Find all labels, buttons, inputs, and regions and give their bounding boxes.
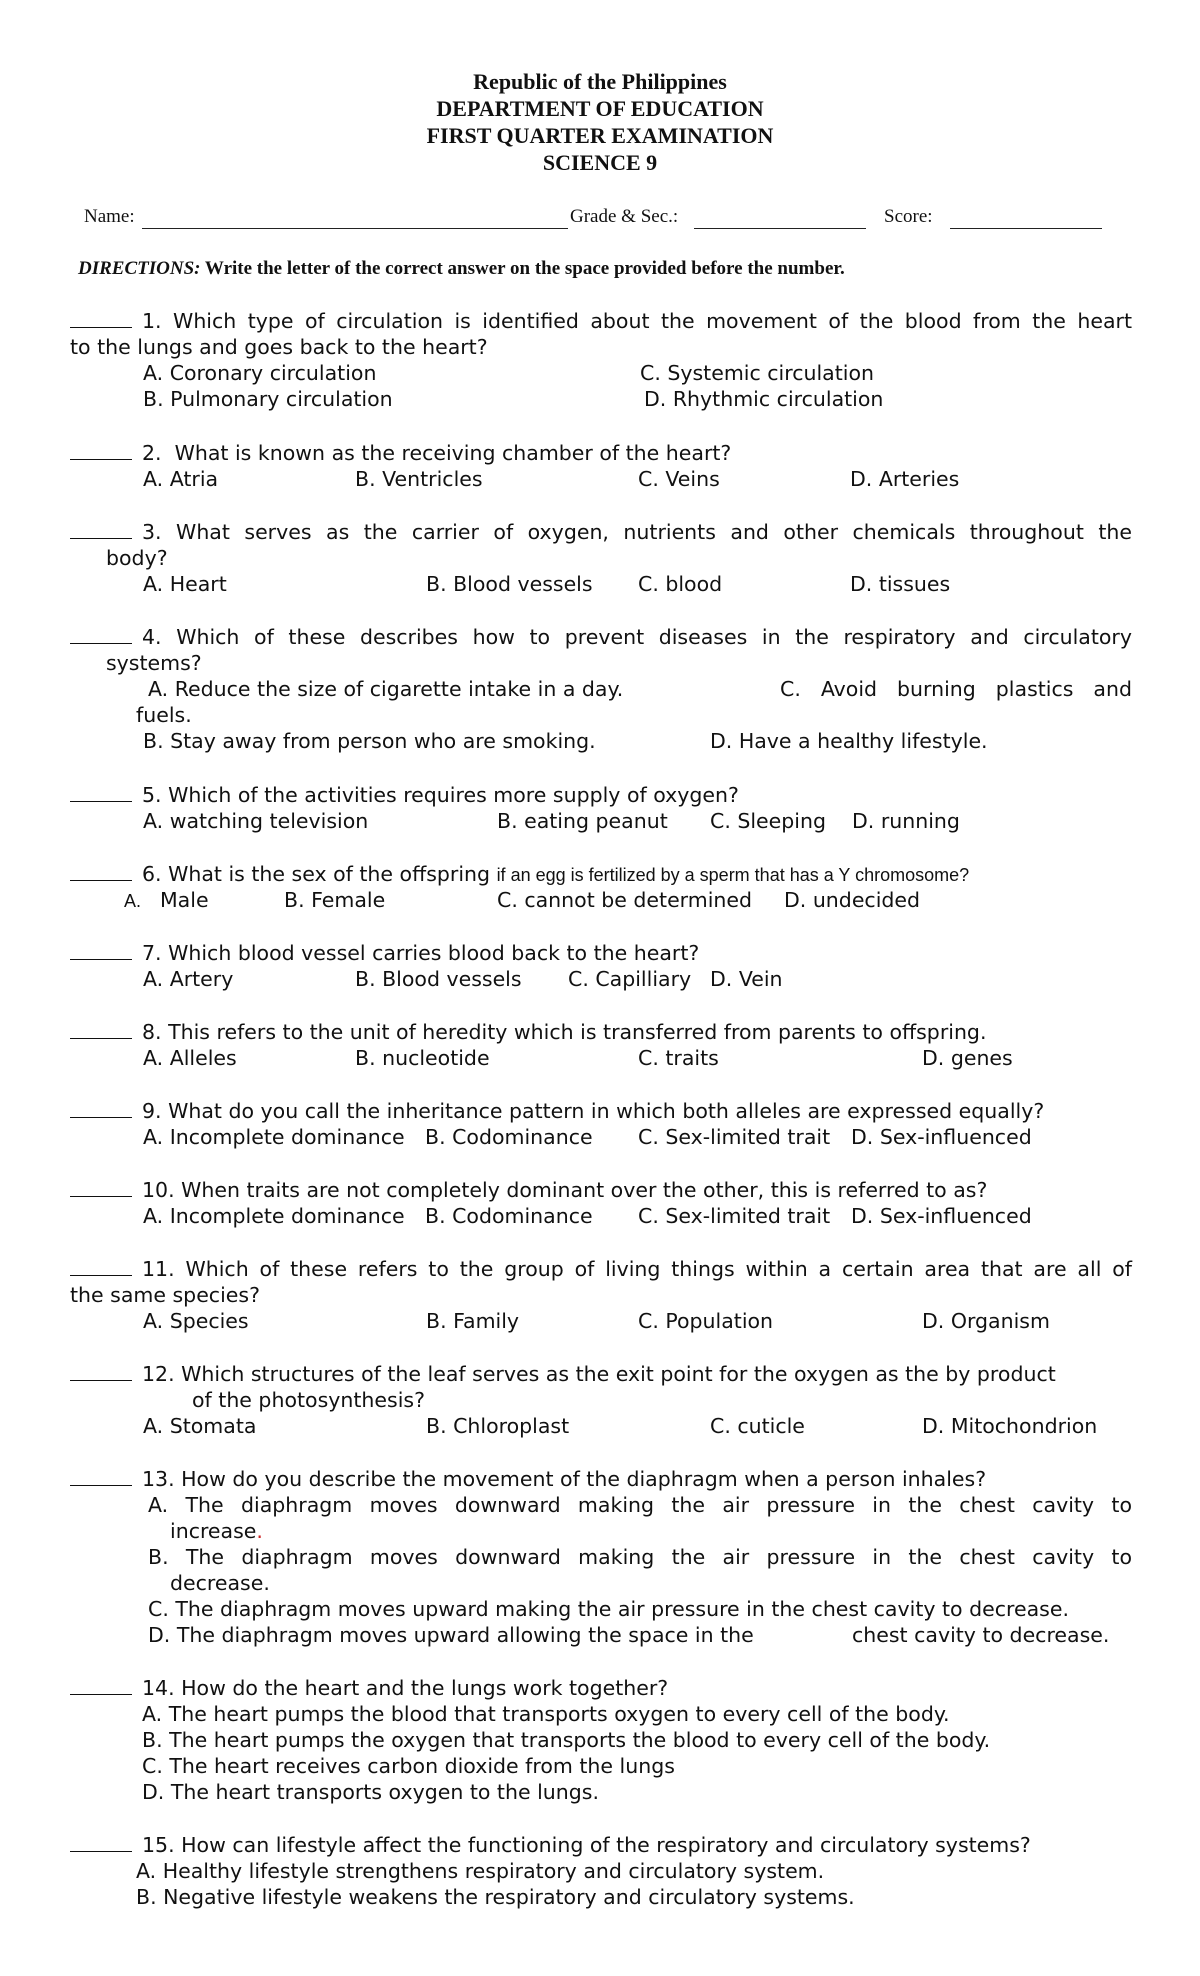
choice-a: A. Stomata — [143, 1414, 257, 1438]
question-text: Which blood vessel carries blood back to the heart? — [168, 941, 700, 965]
header-department: DEPARTMENT OF EDUCATION — [436, 96, 764, 121]
question-number: 15. — [142, 1833, 175, 1857]
question-number: 10. — [142, 1178, 175, 1202]
choice-b: B. Codominance — [425, 1125, 593, 1149]
choice-c: C. Avoid burning plastics and — [780, 677, 1132, 701]
choice-a: A. Artery — [143, 967, 234, 991]
choice-c: C. The heart receives carbon dioxide from the lungs — [142, 1754, 675, 1778]
choice-b: B. Female — [284, 888, 386, 912]
choice-d: D. running — [852, 809, 960, 833]
choice-c: C. Veins — [638, 467, 720, 491]
header-exam-title: FIRST QUARTER EXAMINATION — [426, 123, 774, 148]
choice-d: D. The heart transports oxygen to the lungs. — [142, 1780, 599, 1804]
choice-b: B. Blood vessels — [426, 572, 593, 596]
question-number: 1. — [142, 309, 162, 333]
header-republic: Republic of the Philippines — [473, 69, 727, 94]
answer-blank[interactable] — [70, 1099, 132, 1118]
choice-b: B. Pulmonary circulation — [143, 387, 393, 411]
choice-b: B. Chloroplast — [426, 1414, 570, 1438]
answer-blank[interactable] — [70, 625, 132, 644]
choice-a: A. Species — [143, 1309, 249, 1333]
answer-blank[interactable] — [70, 783, 132, 802]
question-text: How do the heart and the lungs work together? — [181, 1676, 669, 1700]
answer-blank[interactable] — [70, 1020, 132, 1039]
question-text: How do you describe the movement of the diaphragm when a person inhales? — [181, 1467, 987, 1491]
choice-c: C. Sleeping — [710, 809, 826, 833]
choice-a: A. Alleles — [143, 1046, 237, 1070]
question-text: What serves as the carrier of oxygen, nutrients and other chemicals throughout the — [176, 520, 1132, 544]
choice-a-letter: A. — [124, 891, 142, 911]
choice-b: B. Stay away from person who are smoking. — [143, 729, 596, 753]
choice-d-cont: chest cavity to decrease. — [852, 1623, 1110, 1647]
score-label: Score: — [884, 206, 933, 227]
answer-blank[interactable] — [70, 1676, 132, 1695]
choice-a: Male — [160, 888, 209, 912]
question-number: 14. — [142, 1676, 175, 1700]
choice-b: B. The diaphragm moves downward making the air pressure in the chest cavity to — [148, 1545, 1132, 1569]
choice-c: C. Systemic circulation — [640, 361, 875, 385]
choice-c: C. Population — [638, 1309, 774, 1333]
choice-d: D. Sex-influenced — [851, 1125, 1032, 1149]
choice-a: A. The heart pumps the blood that transports oxygen to every cell of the body. — [142, 1702, 950, 1726]
question-text: Which of the activities requires more supply of oxygen? — [168, 783, 739, 807]
choice-d: D. Arteries — [850, 467, 960, 491]
choice-c: C. blood — [638, 572, 723, 596]
question-text: Which type of circulation is identified about the movement of the blood from the heart — [173, 309, 1132, 333]
question-text: Which of these describes how to prevent diseases in the respiratory and circulatory — [176, 625, 1132, 649]
question-text-cont: to the lungs and goes back to the heart? — [70, 335, 488, 359]
directions — [78, 258, 1138, 280]
question-number: 6. — [142, 862, 162, 886]
name-field[interactable] — [142, 228, 568, 229]
choice-b-cont: decrease. — [170, 1571, 270, 1595]
choice-a: A. Atria — [143, 467, 219, 491]
choice-a: A. Coronary circulation — [143, 361, 377, 385]
question-number: 3. — [142, 520, 162, 544]
question-text-small: if an egg is fertilized by a sperm that has a Y chromosome? — [496, 865, 970, 885]
choice-c: C. Sex-limited trait — [638, 1204, 831, 1228]
answer-blank[interactable] — [70, 1178, 132, 1197]
question-text: What do you call the inheritance pattern in which both alleles are expressed equally? — [168, 1099, 1045, 1123]
choice-d: D. Organism — [922, 1309, 1050, 1333]
choice-b: B. The heart pumps the oxygen that transports the blood to every cell of the body. — [142, 1728, 991, 1752]
question-number: 11. — [142, 1257, 175, 1281]
choice-a: A. The diaphragm moves downward making the air pressure in the chest cavity to — [148, 1493, 1132, 1517]
question-number: 8. — [142, 1020, 162, 1044]
question-number: 12. — [142, 1362, 175, 1386]
choice-d: D. Mitochondrion — [922, 1414, 1098, 1438]
choice-a-cont: increase — [170, 1519, 257, 1543]
grade-label: Grade & Sec.: — [570, 206, 679, 227]
question-text-cont: body? — [106, 546, 168, 570]
choice-b: B. Family — [426, 1309, 520, 1333]
question-text: This refers to the unit of heredity which is transferred from parents to offspring. — [168, 1020, 987, 1044]
choice-d: D. genes — [922, 1046, 1013, 1070]
choice-b: B. eating peanut — [497, 809, 668, 833]
question-number: 4. — [142, 625, 162, 649]
choice-a: A. Reduce the size of cigarette intake in a day. — [148, 677, 624, 701]
name-label: Name: — [84, 206, 135, 227]
score-field[interactable] — [950, 228, 1102, 229]
choice-a: A. Incomplete dominance — [143, 1125, 405, 1149]
answer-blank[interactable] — [70, 520, 132, 539]
student-info-row — [84, 206, 1104, 236]
choice-c-cont: fuels. — [136, 703, 192, 727]
choice-a-period: . — [256, 1519, 263, 1543]
choice-a: A. Healthy lifestyle strengthens respiratory and circulatory system. — [136, 1859, 825, 1883]
choice-a: A. watching television — [143, 809, 369, 833]
choice-c: C. Capilliary — [568, 967, 692, 991]
question-text-cont: of the photosynthesis? — [192, 1388, 425, 1412]
choice-b: B. nucleotide — [355, 1046, 490, 1070]
directions-label: DIRECTIONS: — [78, 258, 201, 279]
choice-d: D. Vein — [710, 967, 783, 991]
question-text: Which structures of the leaf serves as the exit point for the oxygen as the by product — [181, 1362, 1056, 1386]
question-number: 2. — [142, 441, 162, 465]
answer-blank[interactable] — [70, 1833, 132, 1852]
answer-blank[interactable] — [70, 1257, 132, 1276]
question-text: What is known as the receiving chamber of the heart? — [174, 441, 732, 465]
question-text-cont: the same species? — [70, 1283, 260, 1307]
question-number: 7. — [142, 941, 162, 965]
question-number: 13. — [142, 1467, 175, 1491]
answer-blank[interactable] — [70, 862, 132, 881]
question-number: 5. — [142, 783, 162, 807]
question-number: 9. — [142, 1099, 162, 1123]
question-text-cont: systems? — [106, 651, 202, 675]
question-text: Which of these refers to the group of living things within a certain area that are all of — [185, 1257, 1132, 1281]
choice-b: B. Codominance — [425, 1204, 593, 1228]
question-text: What is the sex of the offspring — [168, 862, 491, 886]
answer-blank[interactable] — [70, 441, 132, 460]
choice-c: C. traits — [638, 1046, 719, 1070]
grade-field[interactable] — [694, 228, 866, 229]
choice-b: B. Blood vessels — [355, 967, 522, 991]
choice-d: D. Have a healthy lifestyle. — [710, 729, 988, 753]
question-text: How can lifestyle affect the functioning of the respiratory and circulatory systems? — [181, 1833, 1031, 1857]
choice-d: D. Sex-influenced — [851, 1204, 1032, 1228]
choice-c: C. cuticle — [710, 1414, 805, 1438]
header-subject: SCIENCE 9 — [542, 150, 658, 175]
answer-blank[interactable] — [70, 309, 132, 328]
choice-a: A. Heart — [143, 572, 227, 596]
exam-header — [0, 68, 1200, 176]
choice-c: C. The diaphragm moves upward making the air pressure in the chest cavity to decrease. — [148, 1597, 1069, 1621]
choice-d: D. Rhythmic circulation — [644, 387, 884, 411]
choice-c: C. Sex-limited trait — [638, 1125, 831, 1149]
choice-d: D. tissues — [850, 572, 951, 596]
choice-b: B. Negative lifestyle weakens the respiratory and circulatory systems. — [136, 1885, 855, 1909]
choice-b: B. Ventricles — [355, 467, 483, 491]
choice-c: C. cannot be determined — [497, 888, 753, 912]
answer-blank[interactable] — [70, 941, 132, 960]
answer-blank[interactable] — [70, 1467, 132, 1486]
choice-d: D. undecided — [784, 888, 921, 912]
answer-blank[interactable] — [70, 1362, 132, 1381]
choice-a: A. Incomplete dominance — [143, 1204, 405, 1228]
question-text: When traits are not completely dominant over the other, this is referred to as? — [181, 1178, 988, 1202]
directions-text: Write the letter of the correct answer on the space provided before the number. — [204, 258, 845, 279]
choice-d: D. The diaphragm moves upward allowing the space in the — [148, 1623, 754, 1647]
